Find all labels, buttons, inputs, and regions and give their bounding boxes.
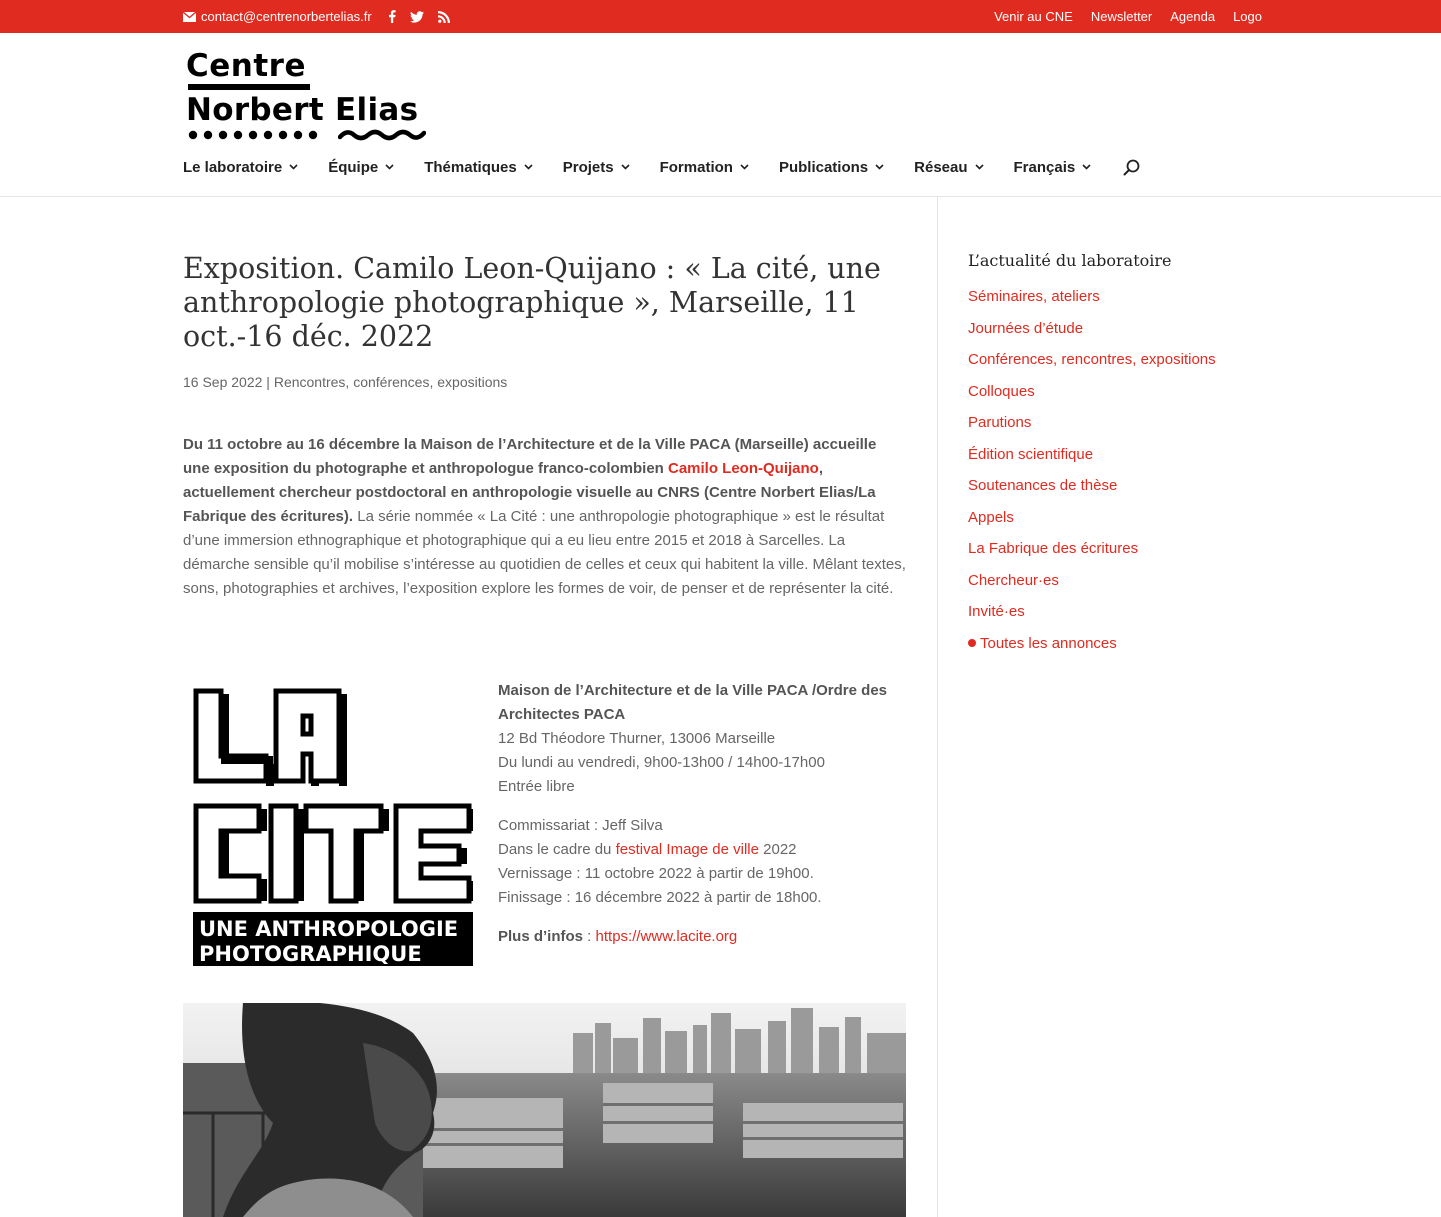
facebook-icon[interactable] <box>388 10 396 23</box>
top-bar-left <box>183 0 450 33</box>
nav-label: Réseau <box>914 158 968 176</box>
sidebar-list <box>968 281 1268 659</box>
festival-prefix: Dans le cadre du <box>498 841 616 858</box>
logo-wave <box>338 127 426 141</box>
sidebar-item-seminaires[interactable]: Séminaires, ateliers <box>968 288 1100 305</box>
nav-language[interactable] <box>1014 159 1092 176</box>
sidebar-item-journees[interactable]: Journées d’étude <box>968 319 1084 337</box>
chevron-down-icon <box>1082 164 1091 170</box>
more-info-link[interactable]: https://www.lacite.org <box>595 928 738 945</box>
sidebar <box>968 249 1268 659</box>
festival-suffix: 2022 <box>758 841 797 858</box>
article-intro <box>183 433 907 601</box>
entry-fee: Entrée libre <box>498 778 575 795</box>
chevron-down-icon <box>289 164 298 170</box>
logo-underline <box>188 84 310 90</box>
social-links <box>388 10 450 23</box>
intro-bold-2: , actuellement chercheur postdoctoral en anthropologie visuelle au CNRS (Centre Norbert Elias/La Fabrique des écritures). <box>183 460 876 525</box>
chevron-down-icon <box>621 164 630 170</box>
nav-thematiques[interactable] <box>424 159 533 176</box>
chevron-down-icon <box>875 164 884 170</box>
article-meta <box>183 374 907 390</box>
nav-label: Thématiques <box>424 158 517 176</box>
exhibition-info <box>498 679 908 949</box>
sidebar-item-label: Toutes les annonces <box>980 634 1117 652</box>
chevron-down-icon <box>975 164 984 170</box>
nav-label: Projets <box>562 158 614 176</box>
main-navigation <box>183 157 1140 177</box>
bullet-icon <box>968 639 976 647</box>
contact-email-text: contact@centrenorbertelias.fr <box>201 9 372 24</box>
more-info-sep: : <box>583 928 596 945</box>
photo-illustration <box>183 1003 906 1217</box>
opening-hours: Du lundi au vendredi, 9h00-13h00 / 14h00-17h00 <box>498 754 825 771</box>
link-agenda[interactable]: Agenda <box>1170 9 1216 24</box>
poster-subtitle-2: PHOTOGRAPHIQUE <box>199 942 422 966</box>
nav-projets[interactable] <box>563 159 630 176</box>
chevron-down-icon <box>524 164 533 170</box>
more-info-label: Plus d’infos <box>498 928 584 945</box>
sidebar-item-soutenances[interactable]: Soutenances de thèse <box>968 477 1118 494</box>
sidebar-item-appels[interactable]: Appels <box>968 508 1014 526</box>
logo-line-2: Norbert Elias <box>186 92 419 128</box>
article-header <box>183 252 907 390</box>
sidebar-divider <box>937 197 938 1217</box>
sidebar-item-edition[interactable]: Édition scientifique <box>968 445 1094 463</box>
site-logo[interactable] <box>186 49 426 143</box>
article-title: Exposition. Camilo Leon-Quijano : « La cité, une anthropologie photographique », Marseille, 11 oct.-16 déc. 2022 <box>183 252 881 353</box>
intro-rest: La série nommée « La Cité : une anthropologie photographique » est le résultat d’une immersion ethnographique et photographique qui a eu lieu entre 2015 et 2018 à Sarcelles. La démarche sensible qu’il mobilise s’intéresse au quotidien de celles et ceux qui habitent la ville. Mêlant textes, sons, photographies et archives, l’exposition explore les formes de voir, de penser et de représenter la cité. <box>183 508 906 597</box>
article-category-link[interactable]: Rencontres, conférences, expositions <box>273 374 508 390</box>
nav-equipe[interactable] <box>328 159 394 176</box>
top-bar-links <box>994 0 1262 33</box>
link-logo[interactable]: Logo <box>1233 9 1262 24</box>
poster-subtitle-1: UNE ANTHROPOLOGIE <box>199 917 459 941</box>
finissage: Finissage : 16 décembre 2022 à partir de 18h00. <box>498 889 822 906</box>
chevron-down-icon <box>740 164 749 170</box>
logo-line-1: Centre <box>186 48 306 84</box>
sidebar-item-conferences[interactable]: Conférences, rencontres, expositions <box>968 351 1216 368</box>
nav-label: Équipe <box>328 158 379 176</box>
sidebar-item-invitees[interactable]: Invité·es <box>968 603 1025 620</box>
exhibition-photo <box>183 1003 906 1217</box>
intro-bold-1: Du 11 octobre au 16 décembre la Maison de l’Architecture et de la Ville PACA (Marseille) accueille une exposition du photographe et anthropologue franco-colombien <box>183 436 877 477</box>
festival-line <box>498 838 908 862</box>
more-info-line <box>498 925 908 949</box>
author-link[interactable]: Camilo Leon-Quijano <box>668 460 819 477</box>
nav-label: Publications <box>778 158 869 176</box>
sidebar-item-parutions[interactable]: Parutions <box>968 414 1032 431</box>
article-date: 16 Sep 2022 <box>183 374 263 390</box>
link-venir-au-cne[interactable]: Venir au CNE <box>994 9 1073 24</box>
mail-icon <box>183 12 196 22</box>
curator: Commissariat : Jeff Silva <box>498 817 663 834</box>
nav-reseau[interactable] <box>914 159 983 176</box>
site-header <box>0 33 1441 197</box>
nav-le-laboratoire[interactable] <box>183 159 298 176</box>
venue-name: Maison de l’Architecture et de la Ville PACA /Ordre des Architectes PACA <box>498 682 888 723</box>
search-icon[interactable] <box>1123 159 1140 176</box>
sidebar-item-colloques[interactable]: Colloques <box>968 382 1035 400</box>
twitter-icon[interactable] <box>410 11 424 23</box>
top-bar <box>0 0 1441 33</box>
nav-publications[interactable] <box>779 159 884 176</box>
festival-link[interactable]: festival Image de ville <box>615 841 759 858</box>
chevron-down-icon <box>385 164 394 170</box>
sidebar-item-fabrique[interactable]: La Fabrique des écritures <box>968 540 1139 557</box>
sidebar-item-toutes[interactable] <box>968 628 1268 660</box>
logo-dots <box>188 129 328 141</box>
nav-label: Français <box>1013 158 1076 176</box>
venue-address: 12 Bd Théodore Thurner, 13006 Marseille <box>498 730 776 747</box>
sidebar-heading: L’actualité du laboratoire <box>968 251 1172 270</box>
exhibition-poster <box>191 686 475 968</box>
poster-word-cite <box>196 806 469 901</box>
sidebar-item-chercheures[interactable]: Chercheur·es <box>968 571 1059 589</box>
contact-email-link[interactable] <box>183 9 372 24</box>
nav-label: Le laboratoire <box>183 158 283 176</box>
vernissage: Vernissage : 11 octobre 2022 à partir de 19h00. <box>498 865 814 882</box>
nav-formation[interactable] <box>660 159 749 176</box>
meta-separator: | <box>262 374 274 390</box>
link-newsletter[interactable]: Newsletter <box>1090 9 1153 24</box>
rss-icon[interactable] <box>438 11 450 23</box>
nav-label: Formation <box>659 158 733 176</box>
